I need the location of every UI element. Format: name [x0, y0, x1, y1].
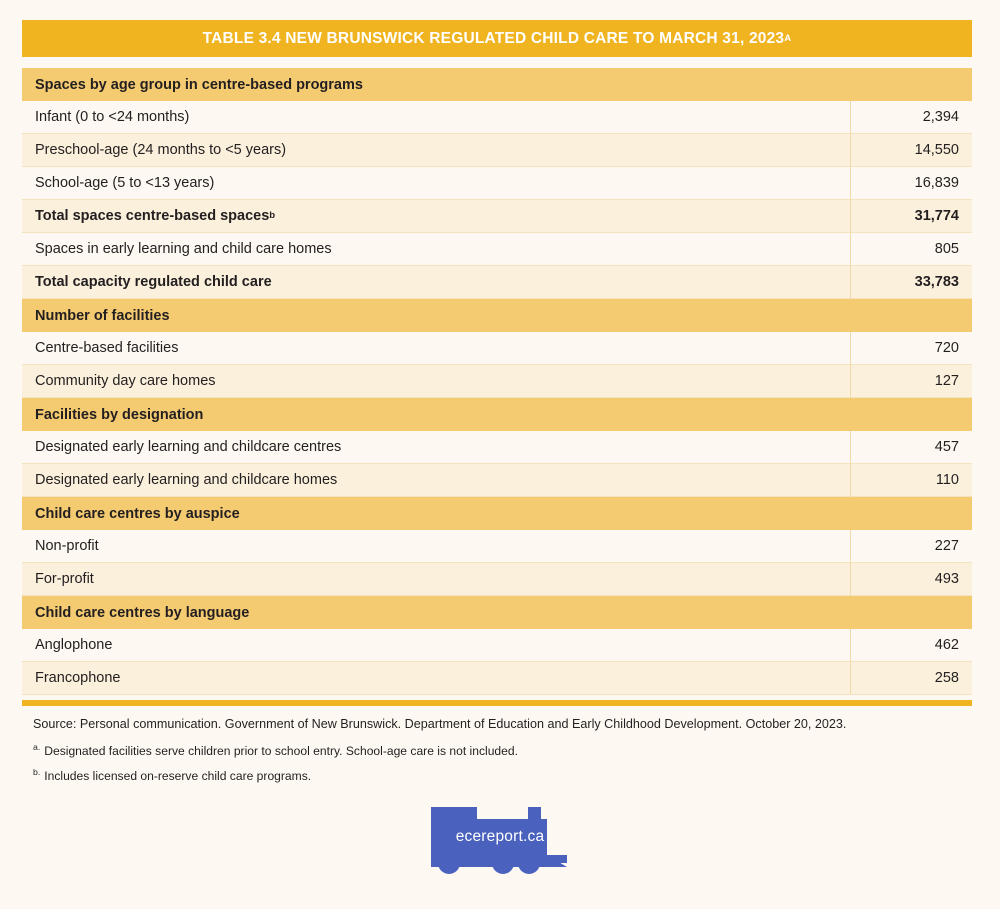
- logo-text: ecereport.ca: [455, 828, 545, 845]
- train-icon: [425, 795, 575, 875]
- footnote-list: [33, 744, 963, 784]
- table-row: [22, 530, 972, 563]
- row-label: Non-profit: [22, 530, 850, 563]
- row-value: 258: [850, 662, 972, 695]
- row-label: Designated early learning and childcare centres: [22, 431, 850, 464]
- table-notes: [33, 716, 963, 794]
- section-header-row: [22, 398, 972, 431]
- row-label: Community day care homes: [22, 365, 850, 398]
- row-value: 14,550: [850, 134, 972, 167]
- section-header-value: [850, 497, 972, 530]
- table-row: [22, 167, 972, 200]
- table-row: [22, 134, 972, 167]
- table-row: [22, 431, 972, 464]
- section-header-value: [850, 299, 972, 332]
- table-row: [22, 233, 972, 266]
- section-header-label: Spaces by age group in centre-based programs: [35, 76, 363, 93]
- section-header-value: [850, 596, 972, 629]
- row-value: 720: [850, 332, 972, 365]
- row-label: For-profit: [22, 563, 850, 596]
- section-header-row: [22, 497, 972, 530]
- row-label: Preschool-age (24 months to <5 years): [22, 134, 850, 167]
- table-bottom-rule: [22, 700, 972, 706]
- table-row: [22, 629, 972, 662]
- row-value: 33,783: [850, 266, 972, 299]
- table-row: [22, 464, 972, 497]
- footnote: [33, 769, 963, 785]
- table-row: [22, 662, 972, 695]
- row-value: 31,774: [850, 200, 972, 233]
- row-value: 227: [850, 530, 972, 563]
- section-header-label: Number of facilities: [35, 307, 170, 324]
- section-header-row: [22, 68, 972, 101]
- section-header-label: Child care centres by language: [35, 604, 250, 621]
- table-row-total: [22, 200, 972, 233]
- table-title: TABLE 3.4 NEW BRUNSWICK REGULATED CHILD CARE TO MARCH 31, 2023 A: [22, 20, 972, 57]
- row-label: Infant (0 to <24 months): [22, 101, 850, 134]
- row-label: School-age (5 to <13 years): [22, 167, 850, 200]
- table-row: [22, 563, 972, 596]
- footnote-text: Designated facilities serve children prior to school entry. School-age care is not included.: [44, 744, 518, 759]
- row-label: Total capacity regulated child care: [22, 266, 850, 299]
- row-label: Total spaces centre-based spaces b: [22, 200, 850, 233]
- table-row: [22, 101, 972, 134]
- table-row: [22, 365, 972, 398]
- row-value: 16,839: [850, 167, 972, 200]
- row-value: 462: [850, 629, 972, 662]
- row-value: 493: [850, 563, 972, 596]
- row-value: 127: [850, 365, 972, 398]
- row-label: Francophone: [22, 662, 850, 695]
- table-title-text: TABLE 3.4 NEW BRUNSWICK REGULATED CHILD CARE TO MARCH 31, 2023: [202, 29, 785, 47]
- ecereport-train-logo[interactable]: [425, 795, 575, 875]
- footnote: [33, 744, 963, 760]
- footnote-marker: a.: [33, 742, 41, 753]
- section-header-label: Facilities by designation: [35, 406, 204, 423]
- footnote-marker: b.: [33, 767, 41, 778]
- section-header-row: [22, 596, 972, 629]
- section-header-label: Child care centres by auspice: [35, 505, 240, 522]
- data-table: [22, 68, 972, 695]
- section-header-row: [22, 299, 972, 332]
- footnote-text: Includes licensed on-reserve child care programs.: [44, 769, 312, 784]
- row-value: 457: [850, 431, 972, 464]
- section-header-value: [850, 398, 972, 431]
- row-label: Designated early learning and childcare homes: [22, 464, 850, 497]
- row-value: 2,394: [850, 101, 972, 134]
- row-label: Centre-based facilities: [22, 332, 850, 365]
- logo-container: [0, 795, 1000, 875]
- row-value: 110: [850, 464, 972, 497]
- row-label: Anglophone: [22, 629, 850, 662]
- source-note: Source: Personal communication. Government of New Brunswick. Department of Education and Early Childhood Development. October 20, 2023.: [33, 717, 847, 731]
- section-header-value: [850, 68, 972, 101]
- table-row: [22, 332, 972, 365]
- table-row-total: [22, 266, 972, 299]
- row-label: Spaces in early learning and child care homes: [22, 233, 850, 266]
- row-value: 805: [850, 233, 972, 266]
